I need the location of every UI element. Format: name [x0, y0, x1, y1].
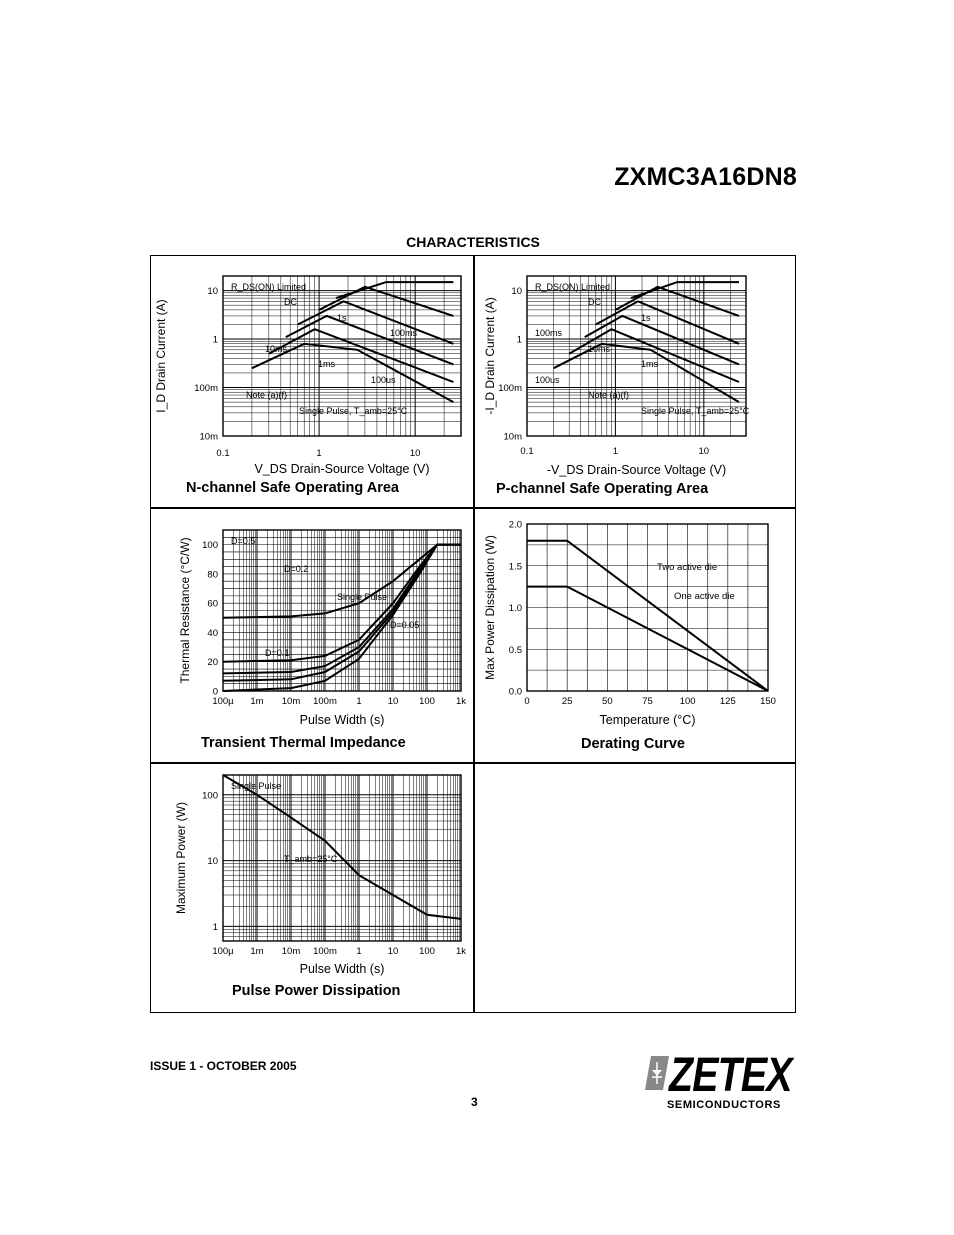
- x-tick-label: 10m: [281, 946, 301, 957]
- x-tick-label: 100m: [313, 946, 337, 957]
- x-tick-label: 125: [719, 696, 736, 707]
- p-soa-cell: [474, 256, 796, 507]
- chart-annotation: 100us: [371, 375, 396, 385]
- chart-annotation: 10ms: [588, 344, 611, 354]
- x-tick-label: 10: [409, 448, 421, 459]
- x-tick-label: 100m: [313, 696, 337, 707]
- chart-annotation: DC: [588, 297, 601, 307]
- x-tick-label: 1: [316, 448, 322, 459]
- chart-annotation: Note (a)(f): [246, 390, 288, 400]
- x-axis-label: V_DS Drain-Source Voltage (V): [254, 462, 430, 476]
- y-axis-label: I_D Drain Current (A): [154, 299, 168, 413]
- x-tick-label: 1: [356, 696, 362, 707]
- characteristics-grid: [150, 255, 796, 1013]
- thermal-chart: [151, 508, 473, 762]
- x-tick-label: 50: [602, 696, 613, 707]
- y-axis-label: Maximum Power (W): [174, 801, 188, 915]
- derating-caption: Derating Curve: [581, 736, 685, 752]
- x-tick-label: 1: [356, 946, 362, 957]
- series-label: One active die: [674, 591, 735, 602]
- x-tick-label: 0: [524, 696, 530, 707]
- y-tick-label: 100m: [498, 383, 522, 395]
- y-tick-label: 10m: [199, 431, 218, 443]
- y-tick-label: 0: [212, 686, 218, 698]
- y-tick-label: 1: [516, 334, 522, 346]
- issue-date: ISSUE 1 - OCTOBER 2005: [150, 1059, 297, 1073]
- n-soa-caption: N-channel Safe Operating Area: [186, 480, 399, 496]
- chart-annotation: 100ms: [535, 328, 563, 338]
- y-tick-label: 100: [202, 790, 218, 802]
- chart-annotation: Note (a)(f): [588, 390, 630, 400]
- chart-annotation: Single Pulse, T_amb=25°C: [299, 406, 408, 416]
- chart-annotation: T_amb=25°C: [284, 854, 338, 864]
- chart-annotation: Single Pulse: [231, 781, 282, 791]
- chart-annotation: D=0.5: [231, 536, 256, 546]
- x-tick-label: 150: [760, 696, 776, 707]
- x-tick-label: 100µ: [212, 946, 234, 957]
- pulse-power-caption: Pulse Power Dissipation: [232, 983, 401, 999]
- zetex-emblem-icon: [645, 1056, 669, 1090]
- chart-annotation: 10ms: [265, 344, 288, 354]
- series-label: Two active die: [657, 562, 718, 573]
- n-soa-cell: [151, 256, 473, 507]
- y-tick-label: 20: [207, 657, 218, 669]
- chart-annotation: Single Pulse, T_amb=25°C: [641, 406, 750, 416]
- y-tick-label: 10m: [503, 431, 522, 443]
- pulse-power-chart: [151, 763, 473, 1013]
- x-axis-label: Temperature (°C): [599, 713, 696, 727]
- x-tick-label: 100: [419, 696, 435, 707]
- zetex-logo: [643, 1050, 803, 1114]
- derating-cell: [474, 508, 796, 762]
- y-tick-label: 2.0: [508, 519, 522, 531]
- y-tick-label: 0.5: [508, 644, 522, 656]
- part-number: ZXMC3A16DN8: [614, 163, 797, 191]
- y-tick-label: 10: [511, 286, 522, 298]
- chart-annotation: 1s: [337, 313, 347, 323]
- chart-annotation: 100ms: [390, 328, 418, 338]
- x-tick-label: 1k: [455, 696, 467, 707]
- x-tick-label: 1m: [250, 696, 264, 707]
- y-tick-label: 1.0: [508, 603, 522, 614]
- x-axis-label: Pulse Width (s): [299, 713, 385, 727]
- thermal-cell: [151, 508, 473, 762]
- pulse-power-cell: [151, 763, 473, 1013]
- x-tick-label: 75: [642, 696, 653, 707]
- y-tick-label: 40: [207, 627, 218, 639]
- derating-chart: [474, 508, 796, 762]
- chart-annotation: 100us: [535, 375, 560, 385]
- y-tick-label: 100m: [194, 383, 218, 395]
- chart-annotation: Single Pulse: [337, 592, 388, 602]
- chart-annotation: D=0.2: [284, 564, 309, 574]
- y-tick-label: 60: [207, 598, 218, 610]
- logo-subtitle: SEMICONDUCTORS: [667, 1099, 781, 1111]
- y-tick-label: 100: [202, 540, 218, 552]
- x-axis-label: Pulse Width (s): [299, 962, 385, 976]
- chart-annotation: R_DS(ON) Limited: [535, 282, 611, 292]
- x-tick-label: 10: [387, 946, 399, 957]
- x-tick-label: 10: [387, 696, 399, 707]
- p-soa-chart: [474, 256, 796, 507]
- x-tick-label: 1: [612, 446, 619, 457]
- x-tick-label: 100: [419, 946, 435, 957]
- x-tick-label: 1k: [455, 946, 467, 957]
- x-tick-label: 1m: [250, 946, 264, 957]
- x-axis-label: -V_DS Drain-Source Voltage (V): [546, 463, 727, 477]
- y-tick-label: 1: [212, 334, 218, 346]
- logo-word: ZETEX: [669, 1049, 792, 1102]
- chart-annotation: 1ms: [641, 359, 659, 369]
- chart-annotation: D=0.05: [390, 620, 420, 630]
- chart-annotation: 1s: [641, 313, 651, 323]
- y-tick-label: 1.5: [508, 561, 522, 573]
- x-tick-label: 10: [698, 446, 710, 457]
- page-number: 3: [471, 1095, 478, 1109]
- y-tick-label: 1: [212, 921, 218, 933]
- chart-annotation: 1ms: [318, 359, 336, 369]
- y-tick-label: 80: [207, 569, 218, 581]
- y-tick-label: 10: [207, 856, 218, 868]
- y-tick-label: 10: [207, 286, 218, 298]
- y-axis-label: Thermal Resistance (°C/W): [178, 537, 192, 684]
- series-line: [569, 329, 739, 382]
- n-soa-chart: [151, 256, 473, 507]
- x-tick-label: 10m: [281, 696, 301, 707]
- x-tick-label: 0.1: [520, 446, 534, 457]
- y-tick-label: 0.0: [508, 686, 522, 698]
- chart-annotation: D=0.1: [265, 648, 290, 658]
- chart-annotation: DC: [284, 297, 297, 307]
- x-tick-label: 100: [679, 696, 696, 707]
- chart-annotation: R_DS(ON) Limited: [231, 282, 307, 292]
- y-axis-label: Max Power Dissipation (W): [483, 535, 497, 680]
- x-tick-label: 100µ: [212, 696, 234, 707]
- series-line: [269, 329, 454, 382]
- p-soa-caption: P-channel Safe Operating Area: [496, 481, 709, 497]
- y-axis-label: -I_D Drain Current (A): [483, 297, 497, 415]
- x-tick-label: 25: [561, 696, 573, 707]
- thermal-caption: Transient Thermal Impedance: [201, 735, 406, 751]
- section-title: CHARACTERISTICS: [406, 234, 540, 250]
- x-tick-label: 0.1: [216, 448, 230, 459]
